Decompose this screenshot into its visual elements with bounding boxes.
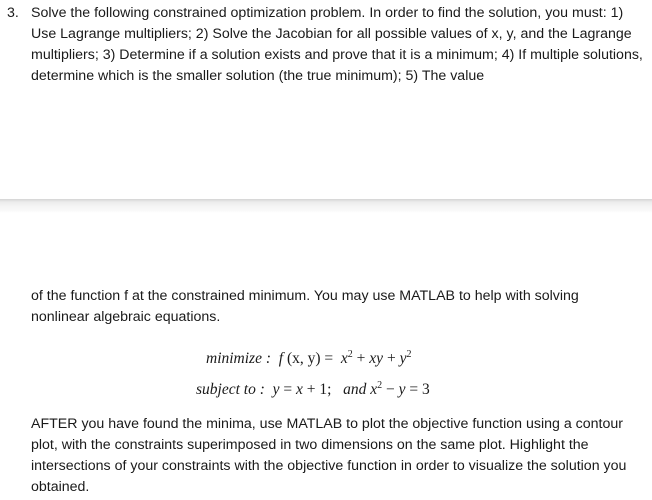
objective-term3: y	[399, 350, 407, 367]
constraint2-equals: =	[409, 381, 419, 398]
constraint1-rhs-rest: + 1;	[306, 381, 332, 398]
objective-plus1: +	[356, 350, 366, 367]
constraint1-equals: =	[283, 381, 293, 398]
objective-term1-power: 2	[347, 349, 353, 360]
constraint1-lhs: y	[272, 381, 280, 398]
objective-term3-power: 2	[406, 349, 412, 360]
question-text-part1: Solve the following constrained optimization problem. In order to find the solution, you must: 1) Use Lagrange multipliers; 2) Solve the Jacobian for all possible values of x, y, and the Lagrange multipliers; 3) Determine if a solution exists and prove that it is a minimum; 4) If multiple solutions, determine which is the smaller solution (the true minimum); 5) The value	[31, 5, 643, 84]
objective-equals: =	[324, 350, 334, 367]
constraints-equation	[196, 381, 430, 399]
objective-args: (x, y)	[286, 350, 321, 367]
question-number: 3.	[7, 5, 19, 21]
page-break	[0, 199, 652, 213]
constraint2-minus: −	[385, 381, 395, 398]
constraint-label: subject to :	[196, 381, 265, 398]
objective-term1: x	[340, 350, 348, 367]
objective-function-equation	[206, 350, 411, 368]
objective-term2: xy	[369, 350, 384, 367]
constraint-and: and	[343, 381, 367, 398]
objective-func-name: f	[278, 350, 284, 367]
constraint2-power: 2	[377, 380, 383, 391]
constraint1-rhs-var: x	[296, 381, 303, 398]
question-text-part2: of the function f at the constrained minimum. You may use MATLAB to help with solving nonlinear algebraic equations.	[31, 288, 579, 325]
objective-label: minimize :	[206, 350, 272, 367]
constraint2-var: x	[370, 381, 378, 398]
question-text-part3: AFTER you have found the minima, use MATLAB to plot the objective function using a contour plot, with the constraints superimposed in two dimensions on the same plot. Highlight the intersections of your constraints with the objective function in order to visualize the solution you obtained.	[31, 416, 627, 495]
constraint2-y: y	[398, 381, 406, 398]
constraint2-rhs: 3	[422, 381, 430, 398]
objective-plus2: +	[386, 350, 396, 367]
